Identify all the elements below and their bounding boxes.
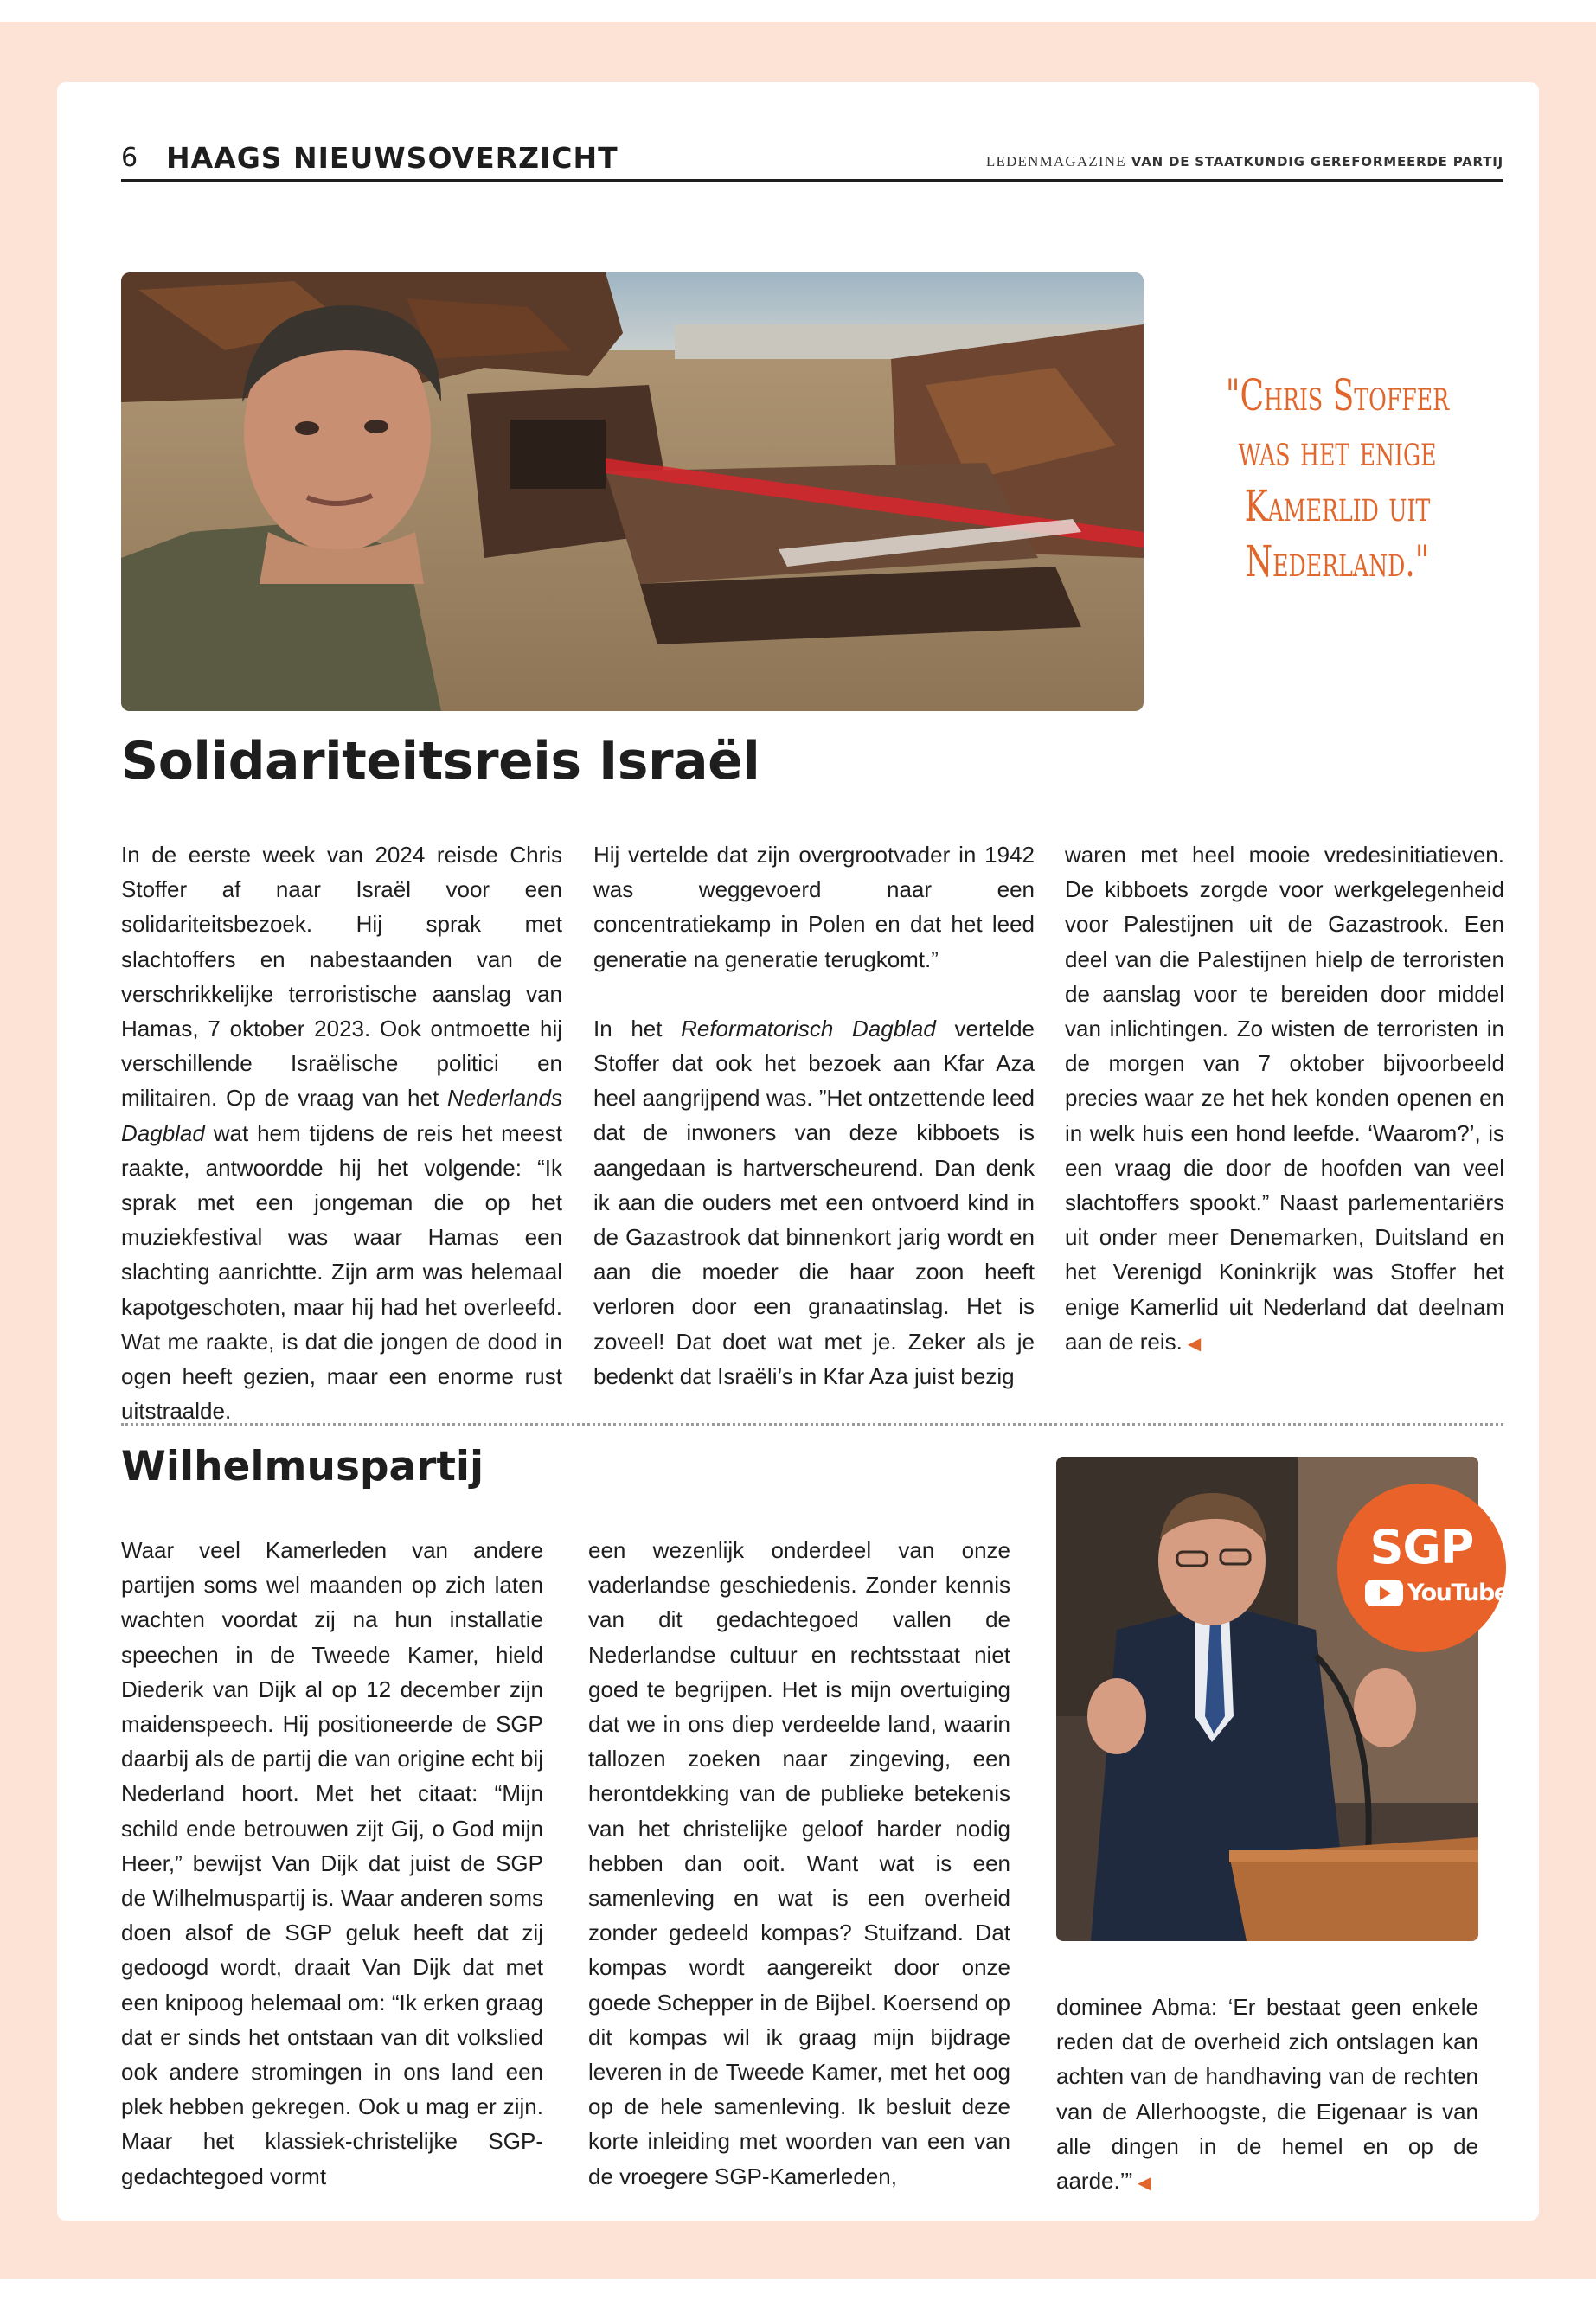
end-mark-icon: ◀ <box>1187 1334 1202 1354</box>
article1-column-3 <box>1065 837 1504 1362</box>
article2-col1-text: Waar veel Kamerleden van andere partijen soms wel maanden op zich laten wachten voordat zij na hun installatie speechen in de Tweede Kamer, hield Diederik van Dijk al op 12 december zijn maidenspeech. Hij positioneerde de SGP daarbij als de partij die van origine echt bij Nederland hoort. Met het citaat: “Mijn schild ende betrouwen zijt Gij, o God mijn Heer,” bewijst Van Dijk dat juist de SGP de Wilhelmuspartij is. Waar anderen soms doen alsof de SGP geluk heeft dat zij gedoogd wordt, draait Van Dijk dat met een knipoog helemaal om: “Ik erken graag dat er sinds het ontstaan van dit volkslied ook andere stromingen in ons land een plek hebben gekregen. Ook u mag er zijn. Maar het klassiek-christelijke SGP-gedachtegoed vormt <box>121 1537 543 2189</box>
photo-stoffer-illustration <box>121 272 1144 711</box>
newspaper-name-nd: Nederlands Dagblad <box>121 1085 562 1146</box>
party-name: VAN DE STAATKUNDIG GEREFORMEERDE PARTIJ <box>1131 154 1503 170</box>
article1-col2-text-b: vertelde Stoffer dat ook het bezoek aan Kfar Aza heel aangrijpend was. ”Het ontzettende leed dat de inwoners van deze kibboets is aangedaan is hartverscheurend. Dan denk ik aan die ouders met een ontvoerd kind in de Gazastrook dat binnenkort jarig wordt en aan die moeder die haar zoon heeft verloren door een granaatinslag. Het is zoveel! Dat doet wat met je. Zeker als je bedenkt dat Israëli’s in Kfar Aza juist bezig <box>593 1015 1035 1389</box>
article1-col1-text-b: wat hem tijdens de reis het meest raakte, antwoordde hij het volgende: “Ik sprak met een jongeman die op het muziekfestival was waar Hamas een slachting aanrichtte. Zijn arm was helemaal kapotgeschoten, maar hij had het overleefd. Wat me raakte, is dat die jongen de dood in ogen heeft gezien, maar een enorme rust uitstraalde. <box>121 1119 562 1425</box>
youtube-label <box>1365 1577 1509 1608</box>
magazine-label: LEDENMAGAZINE <box>985 153 1126 170</box>
sgp-logo-text: SGP <box>1369 1520 1474 1574</box>
magazine-page <box>57 82 1539 2221</box>
article1-col1-text-a: In de eerste week van 2024 reisde Chris Stoffer af naar Israël voor een solidariteitsbezoek. Hij sprak met slachtoffers en nabestaanden van de verschrikkelijke terroristische aanslag van Hamas, 7 oktober 2023. Ook ontmoette hij verschillende Israëlische politici en militairen. Op de vraag van het <box>121 842 562 1112</box>
article1-column-1 <box>121 837 562 1428</box>
youtube-text: YouTube <box>1407 1579 1509 1606</box>
section-title: HAAGS NIEUWSOVERZICHT <box>166 141 619 175</box>
article2-column-3 <box>1056 1990 1478 2201</box>
article-title-solidariteitsreis: Solidariteitsreis Israël <box>121 731 760 792</box>
sgp-youtube-badge[interactable] <box>1337 1484 1509 1652</box>
youtube-play-icon <box>1365 1580 1403 1606</box>
newspaper-name-rd: Reformatorisch Dagblad <box>681 1015 936 1042</box>
article1-col2-paragraph-1: Hij vertelde dat zijn overgrootvader in 1942 was weggevoerd naar een concentratiekamp in Polen en dat het leed generatie na generatie terugkomt.” <box>593 842 1035 972</box>
article2-column-1 <box>121 1533 543 2194</box>
article-title-wilhelmuspartij: Wilhelmuspartij <box>121 1443 484 1490</box>
pull-quote: "Chris Stoffer was het enige Kamerlid uit Nederland." <box>1225 370 1450 586</box>
article2-column-2 <box>588 1533 1010 2194</box>
magazine-subtitle <box>986 153 1503 170</box>
article-photo-stoffer <box>121 272 1144 711</box>
article1-col3-text: waren met heel mooie vredesinitiatieven. De kibboets zorgde voor werkgelegenheid voor Palestijnen uit de Gazastrook. Een deel van die Palestijnen hielp de terroristen de aanslag voor te bereiden door middel van inlichtingen. Zo wisten de terroristen in de morgen van 7 oktober bijvoorbeeld precies waar ze het hek konden openen en in welk huis een hond leefde. ‘Waarom?’, is een vraag die door de hoofden van veel slachtoffers spookt.” Naast parlementariërs uit onder meer Denemarken, Duitsland en het Verenigd Koninkrijk was Stoffer het enige Kamerlid uit Nederland dat deelnam aan de reis. <box>1065 842 1504 1355</box>
end-mark-icon: ◀ <box>1138 2174 1151 2194</box>
page-number: 6 <box>121 143 138 173</box>
article1-column-2 <box>593 837 1035 1394</box>
article2-col2-text: een wezenlijk onderdeel van onze vaderlandse geschiedenis. Zonder kennis van dit gedachtegoed vallen de Nederlandse cultuur en rechtsstaat niet goed te begrijpen. Het is mijn overtuiging dat we in ons diep verdeelde land, waarin tallozen zoeken naar zingeving, een herontdekking van de publieke betekenis van het christelijke geloof harder nodig hebben dan ooit. Want wat is een samenleving en wat is een overheid zonder gedeeld kompas? Stuifzand. Dat kompas wordt aangereikt door onze goede Schepper in de Bijbel. Koersend op dit kompas wil ik graag mijn bijdrage leveren in de Tweede Kamer, met het oog op de hele samenleving. Ik besluit deze korte inleiding met woorden van een van de vroegere SGP-Kamerleden, <box>588 1537 1010 2189</box>
article2-col3-text: dominee Abma: ‘Er bestaat geen enkele reden dat de overheid zich ontslagen kan achten van de handhaving van de rechten van de Allerhoogste, die Eigenaar is van alle dingen in de hemel en op de aarde.’” <box>1056 1994 1478 2195</box>
article-divider <box>121 1423 1503 1426</box>
article1-col2-text-a: In het <box>593 1015 682 1042</box>
page-header <box>121 141 1503 182</box>
